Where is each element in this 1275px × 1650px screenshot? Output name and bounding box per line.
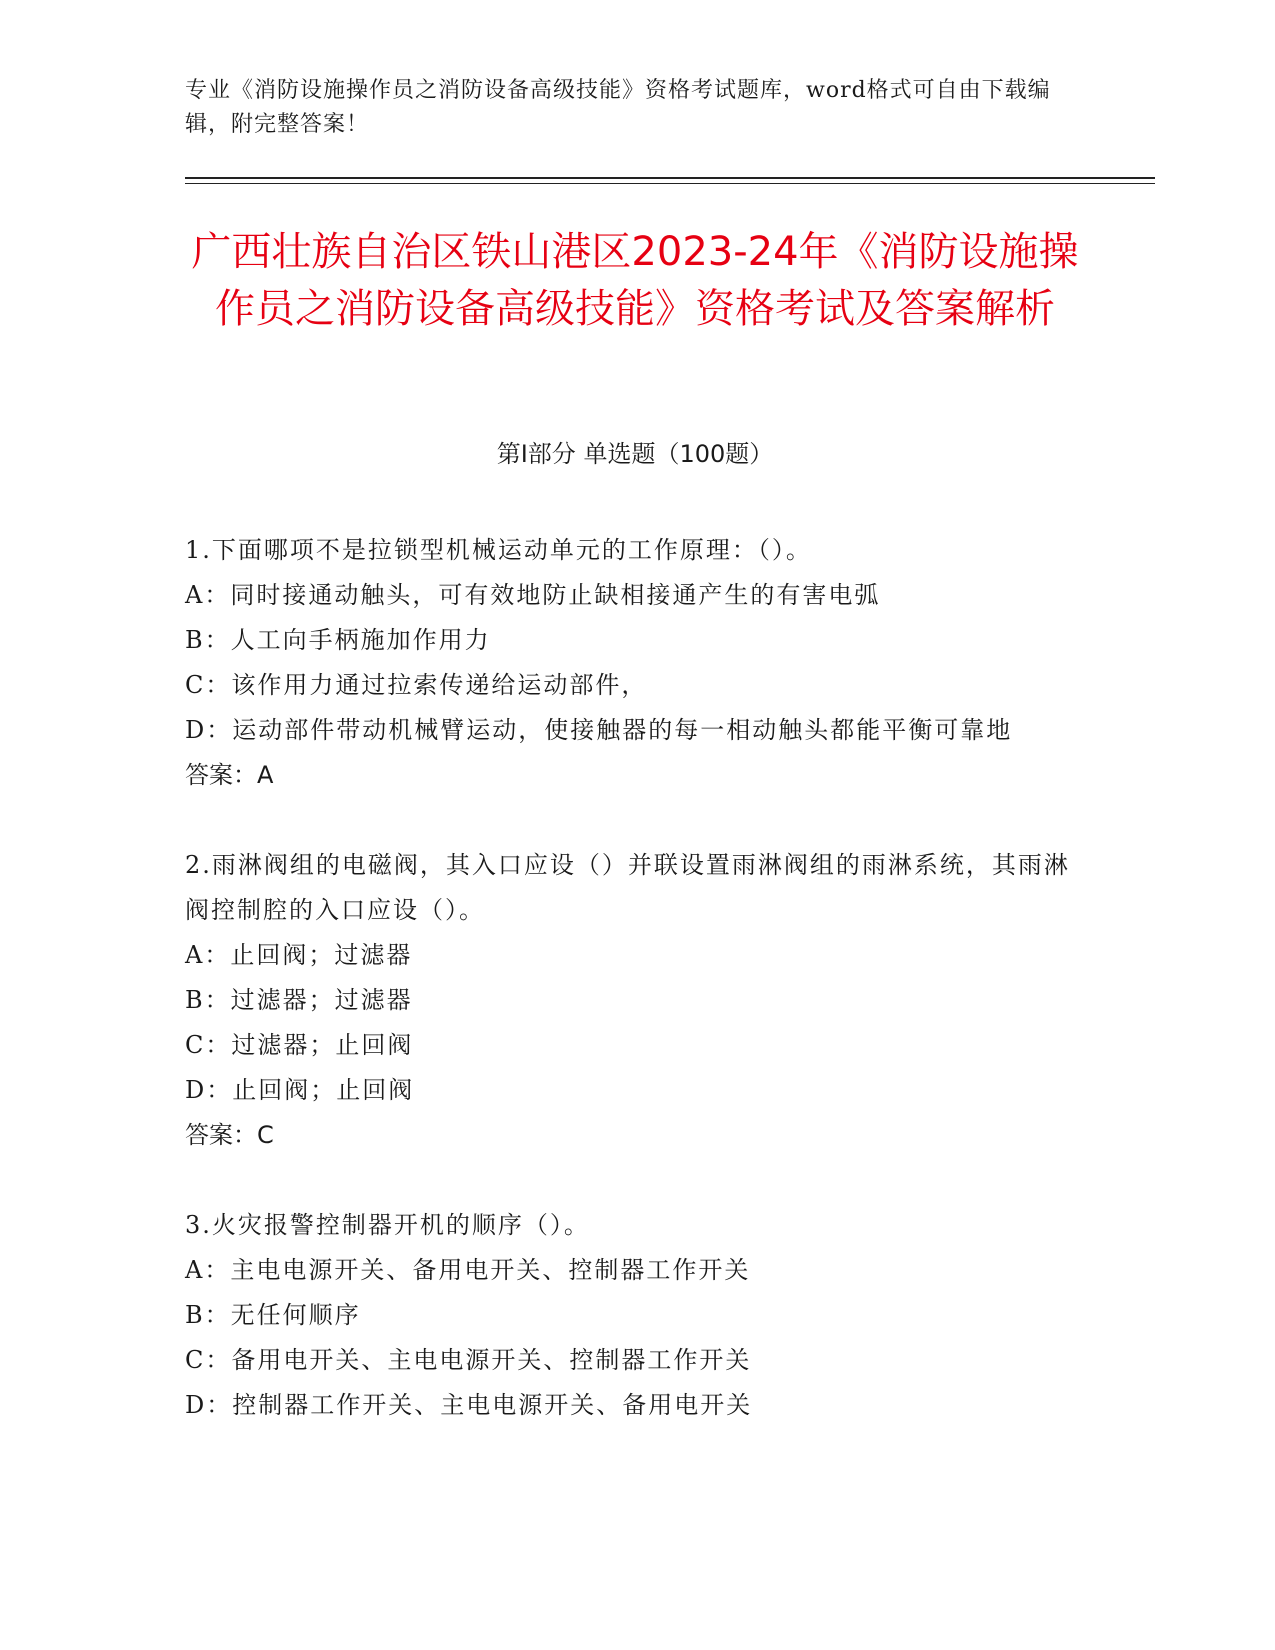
question-3 (185, 1203, 1075, 1428)
question-list (185, 528, 1075, 1473)
option-b: B：无任何顺序 (185, 1301, 361, 1329)
header-note: 专业《消防设施操作员之消防设备高级技能》资格考试题库，word格式可自由下载编辑，附完整答案！ (185, 78, 1051, 137)
header-divider-thin (185, 183, 1155, 184)
answer-line: 答案：C (185, 1121, 274, 1149)
question-2 (185, 843, 1075, 1158)
option-c: C：备用电开关、主电电源开关、控制器工作开关 (185, 1346, 752, 1374)
document-title: 广西壮族自治区铁山港区2023-24年《消防设施操作员之消防设备高级技能》资格考试及答案解析 (191, 229, 1079, 332)
option-d: D：控制器工作开关、主电电源开关、备用电开关 (185, 1391, 753, 1419)
option-c: C：该作用力通过拉索传递给运动部件， (185, 671, 648, 699)
option-d: D：止回阀；止回阀 (185, 1076, 415, 1104)
option-b: B：人工向手柄施加作用力 (185, 626, 491, 654)
question-stem: 3.火灾报警控制器开机的顺序（）。 (185, 1211, 590, 1239)
option-a: A：同时接通动触头，可有效地防止缺相接通产生的有害电弧 (185, 581, 881, 609)
question-stem: 2.雨淋阀组的电磁阀，其入口应设（）并联设置雨淋阀组的雨淋系统，其雨淋阀控制腔的入口应设（）。 (185, 851, 1070, 924)
header-divider-thick (185, 177, 1155, 179)
option-d: D：运动部件带动机械臂运动，使接触器的每一相动触头都能平衡可靠地 (185, 716, 1013, 744)
section-title: 第I部分 单选题（100题） (496, 440, 774, 468)
option-a: A：主电电源开关、备用电开关、控制器工作开关 (185, 1256, 751, 1284)
answer-line: 答案：A (185, 761, 274, 789)
option-b: B：过滤器；过滤器 (185, 986, 413, 1014)
question-stem: 1.下面哪项不是拉锁型机械运动单元的工作原理：（）。 (185, 536, 812, 564)
option-a: A：止回阀；过滤器 (185, 941, 413, 969)
option-c: C：过滤器；止回阀 (185, 1031, 414, 1059)
question-1 (185, 528, 1075, 798)
